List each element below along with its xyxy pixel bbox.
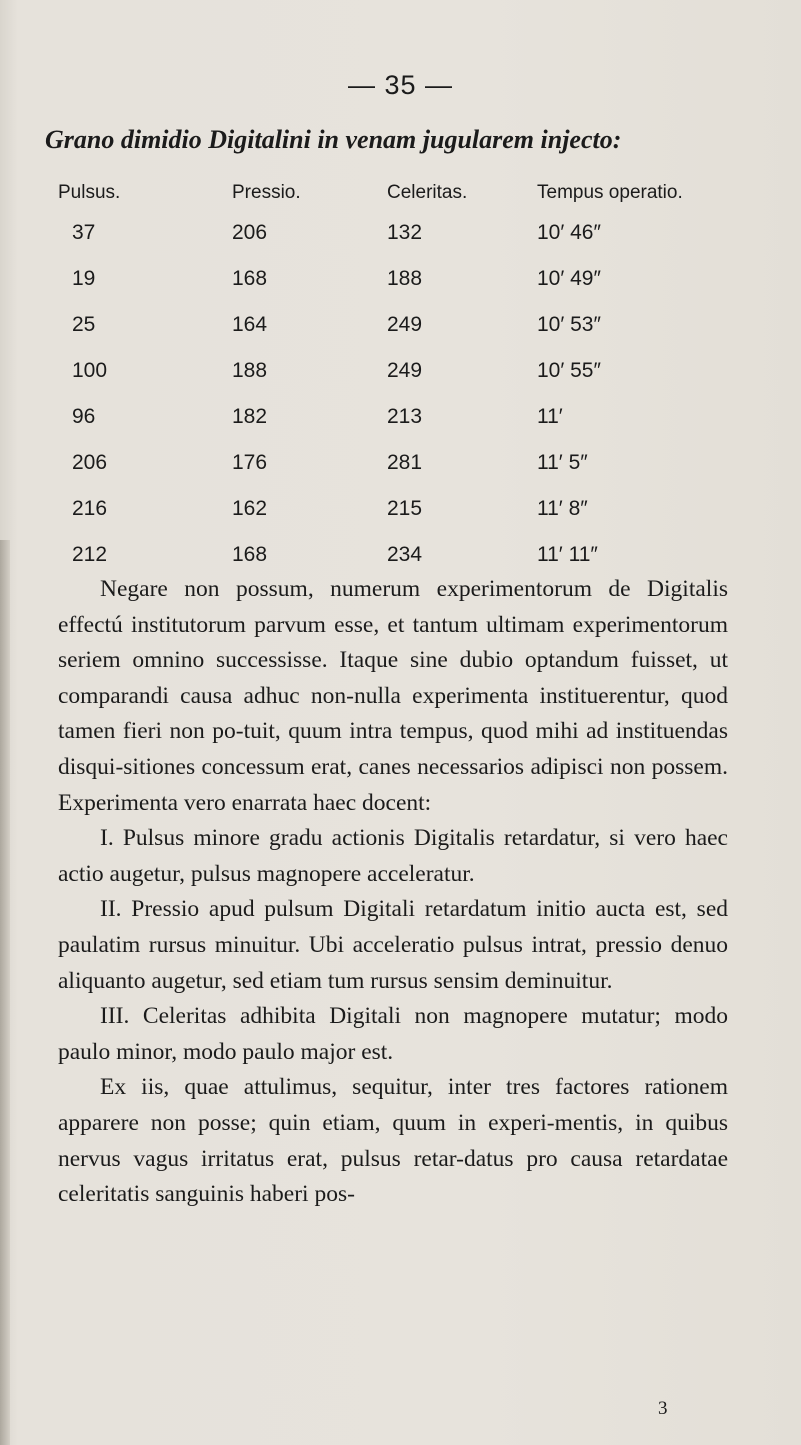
cell-pressio: 188 — [232, 359, 268, 382]
cell-pressio: 176 — [232, 451, 268, 474]
cell-pulsus: 100 — [72, 359, 108, 382]
table-row — [0, 348, 801, 394]
cell-celeritas: 234 — [387, 543, 423, 566]
paragraph: Negare non possum, numerum experimentorum de Digitalis effectú institutorum parvum esse, et tantum ultimam experimentorum seriem omnino successisse. Itaque sine dubio optandum fuisset, ut comparandi causa adhuc non-nulla experimenta instituerentur, quod tamen fieri non po-tuit, quum intra tempus, quod mihi ad instituendas disqui-sitiones concessum erat, canes necessarios adipisci non possem. Experimenta vero enarrata haec docent: — [58, 576, 728, 816]
cell-tempus: 11′ 5″ — [537, 451, 588, 474]
paragraph: II. Pressio apud pulsum Digitali retardatum initio aucta est, sed paulatim rursus minuitur. Ubi acceleratio pulsus intrat, pressio denuo aliquanto augetur, sed etiam tum rursus sensim deminuitur. — [58, 896, 728, 994]
experiment-table — [0, 176, 801, 578]
cell-pressio: 168 — [232, 267, 268, 290]
column-header-tempus: Tempus operatio. — [537, 182, 683, 203]
cell-tempus: 10′ 55″ — [537, 359, 601, 382]
cell-tempus: 10′ 49″ — [537, 267, 601, 290]
table-row — [0, 486, 801, 532]
cell-tempus: 11′ 11″ — [537, 543, 598, 566]
cell-pulsus: 19 — [72, 267, 96, 290]
column-header-pulsus: Pulsus. — [58, 182, 121, 203]
cell-tempus: 10′ 53″ — [537, 313, 601, 336]
body-text — [58, 572, 728, 1213]
table-row — [0, 302, 801, 348]
table-body — [0, 210, 801, 578]
cell-pulsus: 37 — [72, 221, 96, 244]
signature-mark: 3 — [658, 1398, 668, 1419]
table-row — [0, 394, 801, 440]
paragraph: Ex iis, quae attulimus, sequitur, inter tres factores rationem apparere non posse; quin etiam, quum in experi-mentis, in quibus nervus vagus irritatus erat, pulsus retar-datus pro causa retardatae celeritatis sanguinis haberi pos- — [58, 1074, 728, 1208]
cell-celeritas: 132 — [387, 221, 423, 244]
cell-pulsus: 96 — [72, 405, 96, 428]
cell-tempus: 11′ 8″ — [537, 497, 588, 520]
cell-pulsus: 25 — [72, 313, 96, 336]
column-header-celeritas: Celeritas. — [387, 182, 468, 203]
cell-celeritas: 249 — [387, 359, 423, 382]
cell-pressio: 182 — [232, 405, 268, 428]
cell-celeritas: 213 — [387, 405, 423, 428]
table-header-row — [0, 176, 801, 210]
cell-celeritas: 281 — [387, 451, 423, 474]
page-gutter-shadow — [0, 540, 10, 1445]
paragraph: III. Celeritas adhibita Digitali non magnopere mutatur; modo paulo minor, modo paulo major est. — [58, 1003, 728, 1065]
cell-pulsus: 212 — [72, 543, 108, 566]
cell-celeritas: 215 — [387, 497, 423, 520]
table-row — [0, 440, 801, 486]
cell-pressio: 168 — [232, 543, 268, 566]
cell-pulsus: 206 — [72, 451, 108, 474]
table-row — [0, 256, 801, 302]
cell-pressio: 164 — [232, 313, 268, 336]
cell-tempus: 10′ 46″ — [537, 221, 601, 244]
cell-pressio: 206 — [232, 221, 268, 244]
cell-celeritas: 188 — [387, 267, 423, 290]
page-number: — 35 — — [347, 70, 454, 100]
cell-pressio: 162 — [232, 497, 268, 520]
paragraph: I. Pulsus minore gradu actionis Digitalis retardatur, si vero haec actio augetur, pulsus magnopere acceleratur. — [58, 825, 728, 887]
cell-tempus: 11′ — [537, 405, 563, 428]
column-header-pressio: Pressio. — [232, 182, 301, 203]
section-heading: Grano dimidio Digitalini in venam jugularem injecto: — [45, 125, 622, 154]
table-row — [0, 210, 801, 256]
cell-pulsus: 216 — [72, 497, 108, 520]
cell-celeritas: 249 — [387, 313, 423, 336]
